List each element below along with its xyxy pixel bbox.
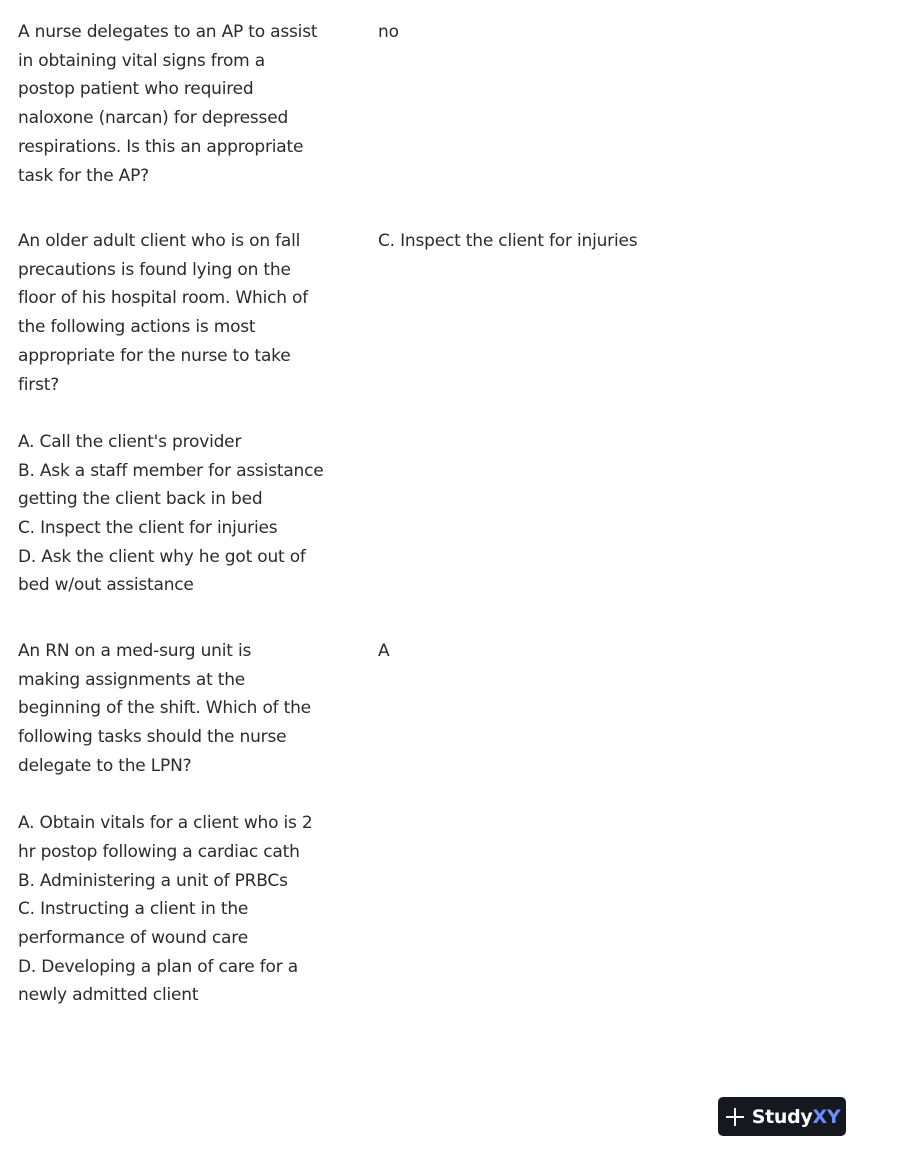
option-line: bed w/out assistance [18,575,194,596]
spacer [18,781,308,810]
question-line: precautions is found lying on the [18,259,291,280]
answer-text: no [378,22,399,42]
option-line: newly admitted client [18,985,199,1006]
question-line: following tasks should the nurse [18,727,287,748]
question-line: A nurse delegates to an AP to assist [18,22,318,42]
question-line: the following actions is most [18,317,256,338]
question-line: first? [18,374,60,395]
question-line: postop patient who required [18,79,254,100]
option-line: C. Inspect the client for injuries [18,518,278,539]
option-line: performance of wound care [18,928,248,949]
question-line: floor of his hospital room. Which of [18,288,309,309]
option-line: B. Ask a staff member for assistance [18,460,324,481]
question-line: respirations. Is this an appropriate [18,136,304,157]
plus-icon [724,1106,746,1128]
question-text [18,227,324,600]
question-text [18,18,318,190]
question-line: delegate to the LPN? [18,755,192,776]
question-line: in obtaining vital signs from a [18,50,265,71]
option-line: A. Call the client's provider [18,431,242,452]
question-line: An RN on a med-surg unit is [18,641,252,661]
option-line: B. Administering a unit of PRBCs [18,870,288,891]
question-line: naloxone (narcan) for depressed [18,108,289,129]
logo-text-accent: XY [812,1105,841,1128]
answer-text: C. Inspect the client for injuries [378,231,638,251]
question-line: appropriate for the nurse to take [18,345,291,366]
question-line: task for the AP? [18,165,149,186]
logo-text-main: Study [751,1105,813,1128]
option-line: C. Instructing a client in the [18,899,249,920]
question-line: An older adult client who is on fall [18,231,301,251]
option-line: D. Developing a plan of care for a [18,956,298,977]
logo-text [752,1106,841,1128]
spacer [18,399,308,428]
question-line: beginning of the shift. Which of the [18,698,311,719]
option-line: hr postop following a cardiac cath [18,841,300,862]
question-text [18,637,313,1010]
studyxy-logo[interactable] [718,1097,846,1136]
option-line: getting the client back in bed [18,489,263,510]
option-line: D. Ask the client why he got out of [18,546,306,567]
question-line: making assignments at the [18,669,246,690]
option-line: A. Obtain vitals for a client who is 2 [18,813,313,834]
answer-text: A [378,641,390,661]
